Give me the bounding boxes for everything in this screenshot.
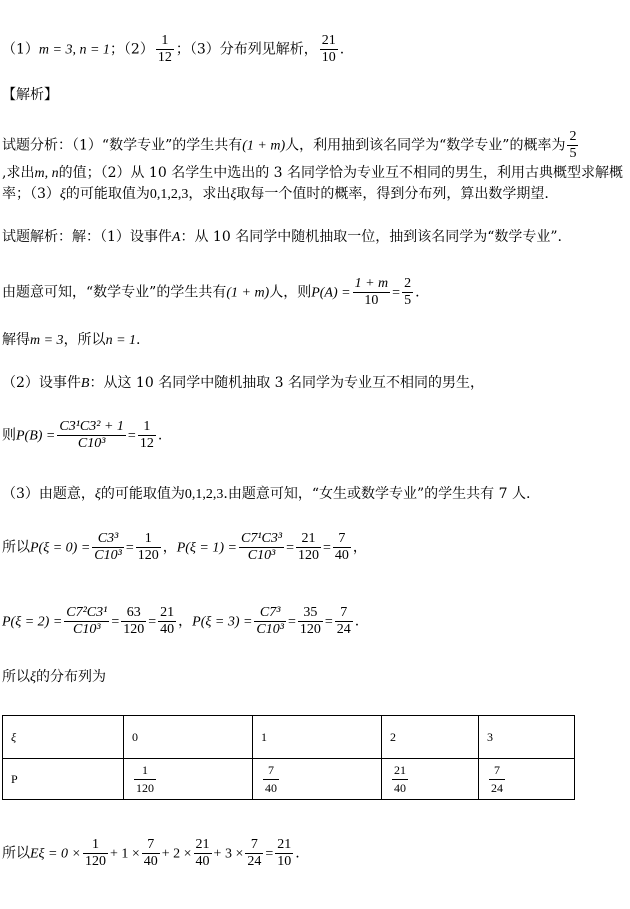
solution-line-5: 则P(B) = $\frac{\text{C3¹C3² + 1}}{\text{C10³}}$ = $\frac{1}{12}$ . <box>2 419 163 451</box>
solution-line-1: 试题解析：解：（1）设事件A：从 10 名同学中随机抽取一位，抽到该名同学为“数学专业”. <box>2 229 562 245</box>
fraction-p1-comb: $\frac{\text{C7¹C3³}}{\text{C10³}}$ <box>240 531 283 563</box>
table-header-cell: ξ <box>3 716 124 759</box>
solution-line-6: （3）由题意，ξ的可能取值为0,1,2,3.由题意可知，“女生或数学专业”的学生共有 7 人. <box>2 486 531 502</box>
table-header-cell: 1 <box>253 716 382 759</box>
expectation-result: $\frac{21}{10}$ <box>277 837 292 869</box>
answer-fraction-1-12: $\frac{1}{12}$ <box>157 33 172 65</box>
fraction-21-120: $\frac{21}{120}$ <box>297 531 319 563</box>
table-header-cell: 3 <box>479 716 575 759</box>
table-cell: $\frac{7}{40}$ <box>253 759 382 800</box>
table-row-label: P <box>3 759 124 800</box>
table-cell: $\frac{21}{40}$ <box>382 759 479 800</box>
answer-part1-label: （1） <box>2 41 39 58</box>
answer-part2-label: ；（2） <box>109 41 154 58</box>
solution-line-9: 所以ξ的分布列为 <box>2 669 106 685</box>
expectation-line: 所以Eξ = 0 × $\frac{1}{120}$ + 1 × $\frac{7}{40}$ + 2 × $\frac{21}{40}$ + 3 × $\frac{7}{24}$ = $\frac{21}{10}$ . <box>2 837 300 869</box>
answer-mn-values: m = 3, n = 1 <box>38 42 110 58</box>
analysis-line-2: ,求出m, n的值；（2）从 10 名学生中选出的 3 名同学恰为专业互不相同的男生，利用古典概型求解概 <box>2 165 624 181</box>
analysis-fraction-2-5: $\frac{2}{5}$ <box>569 129 577 161</box>
fraction-1-12: $\frac{1}{12}$ <box>139 419 154 451</box>
table-header-cell: 0 <box>124 716 253 759</box>
fraction-2-5: $\frac{2}{5}$ <box>404 276 412 308</box>
answer-fraction-21-10: $\frac{21}{10}$ <box>321 33 336 65</box>
fraction-p2-comb: $\frac{\text{C7²C3¹}}{\text{C10³}}$ <box>66 605 108 637</box>
solution-line-2: 由题意可知，“数学专业”的学生共有(1 + m)人，则P(A) = $\frac{1 + m}{10}$ = $\frac{2}{5}$ . <box>2 276 420 308</box>
section-title: 【解析】 <box>2 87 58 103</box>
answer-line: （1）m = 3, n = 1；（2） $\frac{1}{12}$ ；（3）分布列见解析， $\frac{21}{10}$ . <box>2 33 345 65</box>
fraction-pb-combinations: $\frac{\text{C3¹C3² + 1}}{\text{C10³}}$ <box>59 419 124 451</box>
answer-part3-label: ；（3）分布列见解析， <box>175 41 318 58</box>
table-cell: $\frac{7}{24}$ <box>479 759 575 800</box>
fraction-p0-comb: $\frac{\text{C3³}}{\text{C10³}}$ <box>94 531 122 563</box>
table-row <box>3 759 575 800</box>
fraction-21-40: $\frac{21}{40}$ <box>160 605 175 637</box>
solution-line-8: P(ξ = 2) = $\frac{\text{C7²C3¹}}{\text{C10³}}$ = $\frac{63}{120}$ = $\frac{21}{40}$ ，P(ξ = 3) = $\frac{\text{C7³}}{\text{C10³}}$ = $\frac{35}{120}$ = $\frac{7}{24}$ . <box>2 605 360 637</box>
fraction-7-40: $\frac{7}{40}$ <box>334 531 349 563</box>
table-header-cell: 2 <box>382 716 479 759</box>
fraction-63-120: $\frac{63}{120}$ <box>123 605 145 637</box>
table-header-row <box>3 716 575 759</box>
solution-line-7: 所以P(ξ = 0) = $\frac{\text{C3³}}{\text{C10³}}$ = $\frac{1}{120}$ ，P(ξ = 1) = $\frac{\text{C7¹C3³}}{\text{C10³}}$ = $\frac{21}{120}$ = $\frac{7}{40}$ ， <box>2 531 367 563</box>
solution-line-3: 解得m = 3，所以n = 1. <box>2 332 141 348</box>
fraction-1m-10: $\frac{1 + m}{10}$ <box>354 276 389 308</box>
fraction-1-120: $\frac{1}{120}$ <box>137 531 159 563</box>
table-cell: $\frac{1}{120}$ <box>124 759 253 800</box>
fraction-35-120: $\frac{35}{120}$ <box>299 605 321 637</box>
fraction-7-24: $\frac{7}{24}$ <box>336 605 351 637</box>
analysis-line-1: 试题分析：（1）“数学专业”的学生共有(1 + m)人，利用抽到该名同学为“数学专业”的概率为 $\frac{2}{5}$ <box>2 129 577 161</box>
distribution-table <box>2 715 575 800</box>
fraction-p3-comb: $\frac{\text{C7³}}{\text{C10³}}$ <box>256 605 284 637</box>
analysis-line-3: 率；（3）ξ的可能取值为0,1,2,3，求出ξ取每一个值时的概率，得到分布列，算出数学期望. <box>2 186 549 202</box>
solution-line-4: （2）设事件B：从这 10 名同学中随机抽取 3 名同学为专业互不相同的男生， <box>2 375 485 391</box>
